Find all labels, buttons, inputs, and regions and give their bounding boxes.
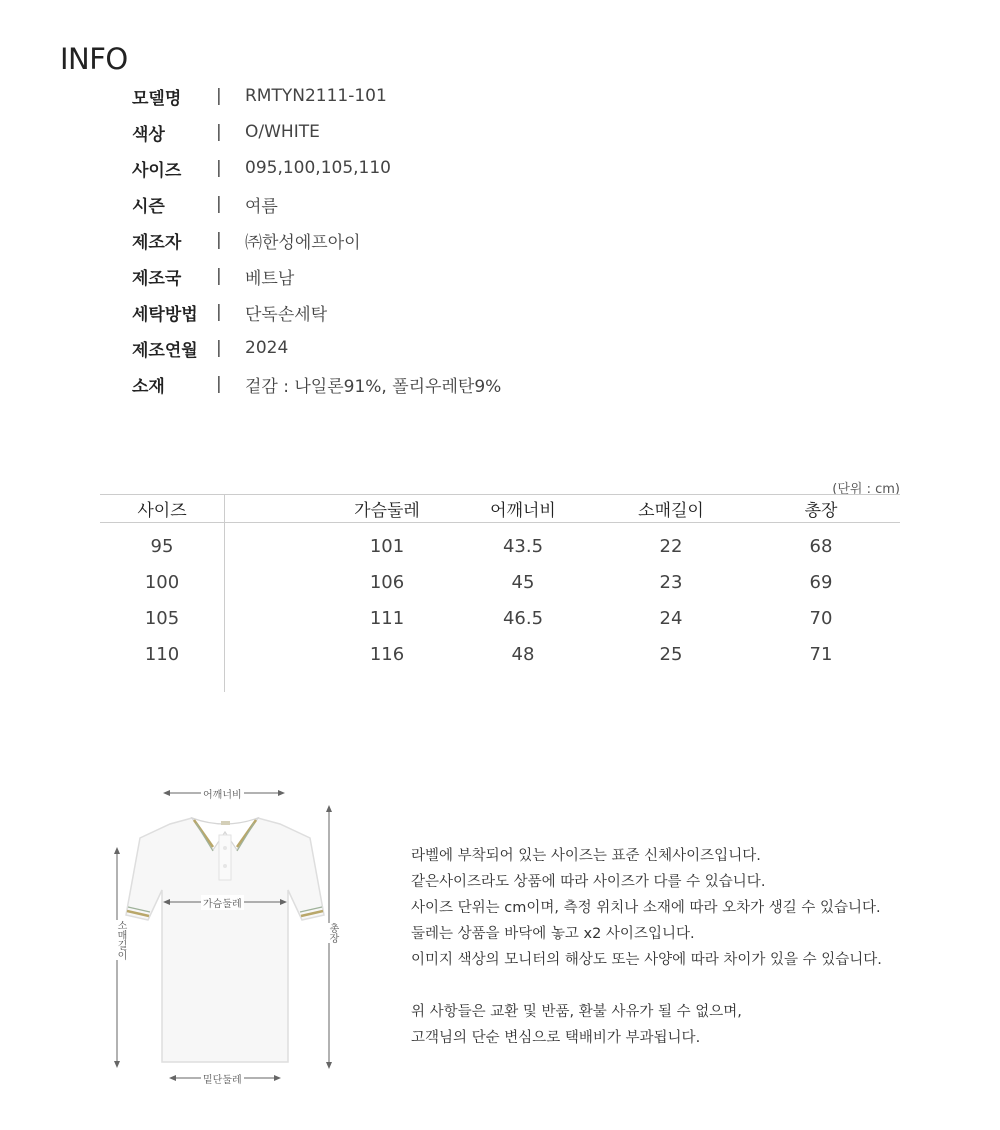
size-table: [100, 494, 900, 692]
cell: 101: [369, 535, 405, 557]
polo-shirt-illustration: [100, 780, 350, 1090]
info-separator: |: [216, 266, 222, 286]
info-label: 시즌: [132, 196, 165, 217]
info-row-washing: [132, 294, 501, 330]
policy-line: 고객님의 단순 변심으로 택배비가 부과됩니다.: [411, 1030, 701, 1046]
info-value: 여름: [245, 196, 278, 217]
info-row-color: [132, 114, 501, 150]
header-sleeve: 소매길이: [638, 501, 704, 521]
info-separator: |: [216, 338, 222, 358]
cell: 48: [511, 643, 535, 665]
info-row-season: [132, 186, 501, 222]
cell: 46.5: [502, 607, 544, 629]
info-value: 베트남: [245, 268, 295, 289]
info-separator: |: [216, 194, 222, 214]
cell: 23: [659, 571, 683, 593]
info-label: 제조자: [132, 232, 182, 253]
placket: [219, 835, 231, 880]
table-row: [100, 600, 900, 636]
cell: 22: [659, 535, 683, 557]
header-chest: 가슴둘레: [354, 501, 420, 521]
cell: 100: [144, 571, 180, 593]
header-length: 총장: [804, 501, 838, 521]
cell: 25: [659, 643, 683, 665]
cell: 69: [809, 571, 833, 593]
hem-label: 밑단둘레: [201, 1071, 244, 1086]
info-label: 색상: [132, 124, 165, 145]
info-title: INFO: [60, 42, 128, 76]
table-body: [100, 523, 900, 672]
note-line: 라벨에 부착되어 있는 사이즈는 표준 신체사이즈입니다.: [411, 848, 761, 864]
cell: 45: [511, 571, 535, 593]
info-label: 소재: [132, 376, 165, 397]
table-row: [100, 564, 900, 600]
policy-line: 위 사항들은 교환 및 반품, 환불 사유가 될 수 없으며,: [411, 1004, 742, 1020]
chest-label: 가슴둘레: [201, 895, 244, 910]
cell: 110: [144, 643, 180, 665]
cell: 95: [150, 535, 174, 557]
cell: 105: [144, 607, 180, 629]
info-separator: |: [216, 230, 222, 250]
info-value: ㈜한성에프아이: [245, 232, 361, 253]
info-separator: |: [216, 374, 222, 394]
info-separator: |: [216, 302, 222, 322]
info-separator: |: [216, 158, 222, 178]
cell: 68: [809, 535, 833, 557]
cell: 24: [659, 607, 683, 629]
table-header: [100, 494, 900, 523]
info-row-date: [132, 330, 501, 366]
size-notes: [411, 843, 882, 1051]
info-label: 제조국: [132, 268, 182, 289]
note-line: 같은사이즈라도 상품에 따라 사이즈가 다를 수 있습니다.: [411, 874, 766, 890]
unit-label: (단위 : cm): [832, 482, 900, 497]
info-row-material: [132, 366, 501, 402]
note-line: 둘레는 상품을 바닥에 놓고 x2 사이즈입니다.: [411, 926, 695, 942]
info-value: O/WHITE: [245, 122, 320, 142]
info-separator: |: [216, 122, 222, 142]
cell: 111: [369, 607, 405, 629]
note-gap: [411, 973, 882, 999]
info-value: 2024: [245, 338, 289, 358]
info-value: 단독손세탁: [245, 304, 328, 325]
info-value: 095,100,105,110: [245, 158, 392, 178]
info-separator: |: [216, 86, 222, 106]
info-row-size: [132, 150, 501, 186]
cell: 106: [369, 571, 405, 593]
info-row-country: [132, 258, 501, 294]
info-row-model: [132, 78, 501, 114]
note-line: 사이즈 단위는 cm이며, 측정 위치나 소재에 따라 오차가 생길 수 있습니다.: [411, 900, 881, 916]
info-label: 사이즈: [132, 160, 182, 181]
length-label: 총장: [323, 923, 342, 943]
header-shoulder: 어깨너비: [490, 501, 556, 521]
info-list: [132, 78, 501, 402]
cell: 43.5: [502, 535, 544, 557]
info-label: 모델명: [132, 88, 182, 109]
info-value: 겉감 : 나일론91%, 폴리우레탄9%: [245, 376, 502, 397]
info-row-manufacturer: [132, 222, 501, 258]
sleeve-label: 소매길이: [111, 920, 130, 960]
cell: 71: [809, 643, 833, 665]
table-row: [100, 528, 900, 564]
cell: 116: [369, 643, 405, 665]
info-label: 제조연월: [132, 340, 198, 361]
cell: 70: [809, 607, 833, 629]
info-value: RMTYN2111-101: [245, 86, 387, 106]
note-line: 이미지 색상의 모니터의 해상도 또는 사양에 따라 차이가 있을 수 있습니다.: [411, 952, 882, 968]
header-size: 사이즈: [137, 501, 187, 521]
size-diagram: [100, 780, 350, 1090]
shoulder-label: 어깨너비: [201, 786, 244, 801]
info-label: 세탁방법: [132, 304, 198, 325]
table-row: [100, 636, 900, 672]
